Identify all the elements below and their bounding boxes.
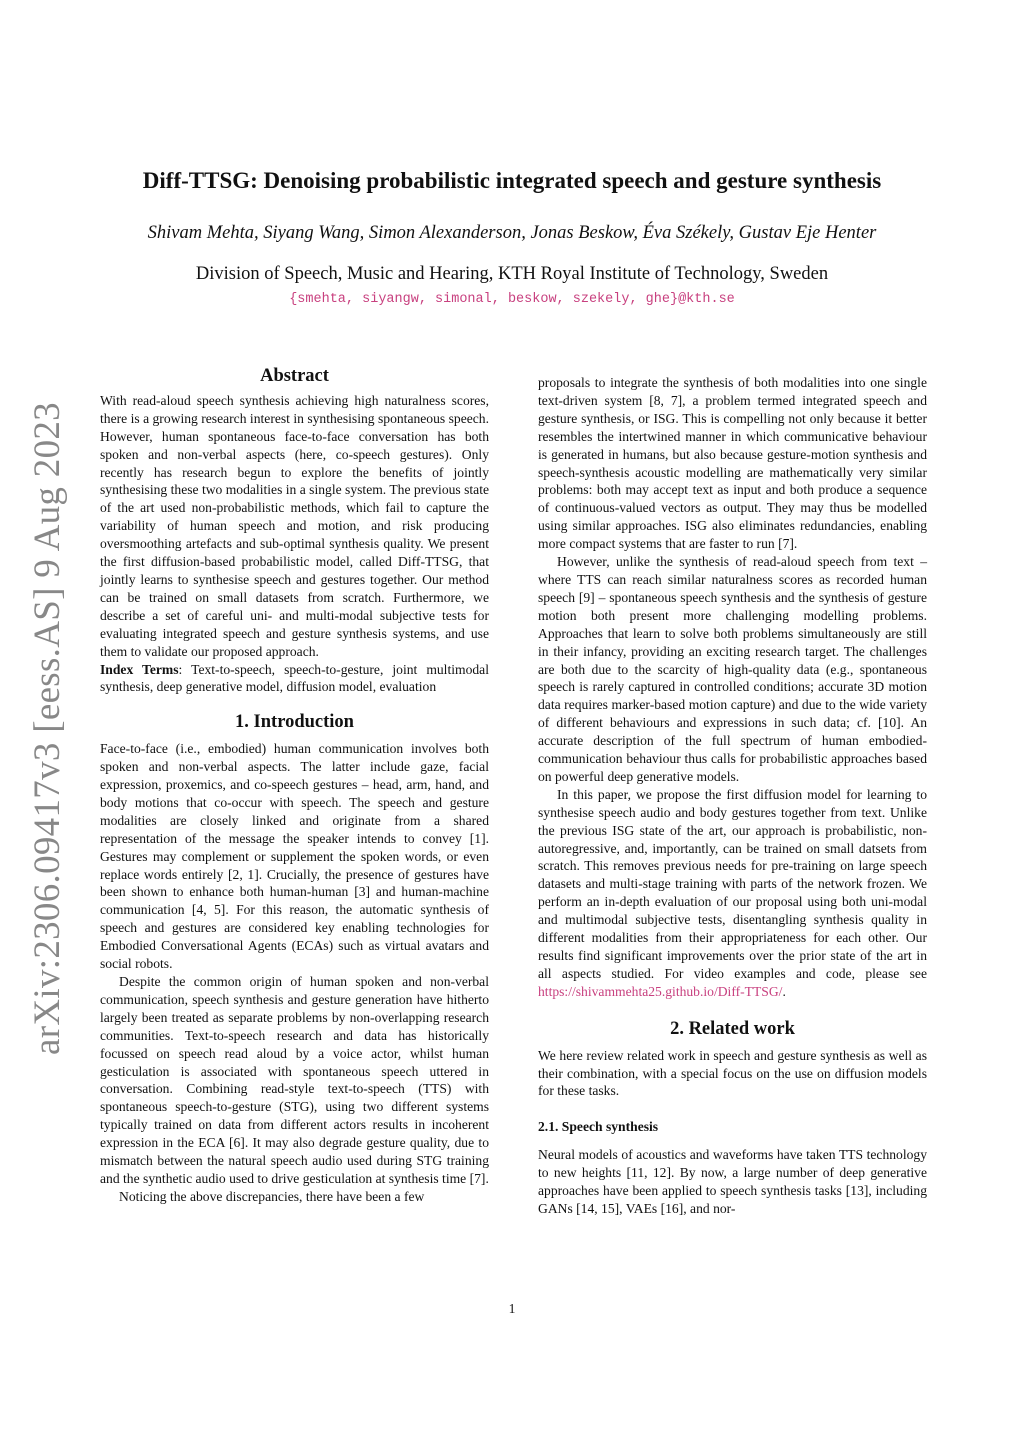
intro-paragraph: Face-to-face (i.e., embodied) human communication involves both spoken and non-verbal aspects. The latter include gaze, facial expression, proxemics, and co-speech gestures – head, arm, hand, and body motions that co-occur with speech. The speech and gesture modalities are closely linked and originate from a shared representation of the message the speaker intends to convey [1]. Gestures may complement or supplement the spoken words, or even replace words entirely [2, 1]. Crucially, the presence of gestures have been shown to enhance both human-human [3] and human-machine communication [4, 5]. For this reason, the automatic synthesis of speech and gestures are considered key enabling technologies for Embodied Conversational Agents (ECAs) such as virtual avatars and social robots. <box>100 741 489 972</box>
page-number: 1 <box>508 1301 516 1316</box>
abstract-heading: Abstract <box>260 366 329 386</box>
intro-paragraph: Despite the common origin of human spoken and non-verbal communication, speech synthesis and gesture generation have hitherto largely been treated as separate problems by non-overlapping research communities. Text-to-speech research and data has historically focussed on speech read aloud by a voice actor, whilst human gesticulation is associated with spontaneous speech uttered in conversation. Combining read-style text-to-speech (TTS) with spontaneous speech-to-gesture (STG), using two different systems typically trained on data from different actors results in incoherent expression in the ECA [6]. It may also degrade gesture quality, due to mismatch between the natural speech audio used during STG training and the synthetic audio used to drive gesticulation at synthesis time [7]. <box>100 974 489 1186</box>
intro-paragraph: However, unlike the synthesis of read-aloud speech from text – where TTS can reach similar naturalness scores as recorded human speech [9] – spontaneous speech synthesis and the synthesis of gesture motion both present more challenging modelling problems. Approaches that learn to solve both problems simultaneously are still in their infancy, providing an exciting research target. The challenges are both due to the scarcity of high-quality data (e.g., spontaneous speech is rarely captured in controlled conditions; accurate 3D motion data requires marker-based motion capture) and due to the wide variety of different behaviours and expressions in such data; cf. [10]. An accurate description of the full spectrum of human embodied-communication behaviour thus calls for probabilistic approaches based on powerful deep generative models. <box>538 554 927 784</box>
index-terms <box>100 661 489 697</box>
left-column <box>100 368 489 1206</box>
speech-synthesis-text: Neural models of acoustics and waveforms have taken TTS technology to new heights [11, 12]. By now, a large number of deep generative approaches have been applied to speech synthesis tasks [13], including GANs [14, 15], VAEs [16], and nor- <box>538 1147 927 1216</box>
arxiv-identifier-stamp: arXiv:2306.09417v3 [eess.AS] 9 Aug 2023 <box>27 402 68 1055</box>
affiliation: Division of Speech, Music and Hearing, KTH Royal Institute of Technology, Sweden <box>195 264 829 284</box>
intro-paragraph: Noticing the above discrepancies, there have been a few <box>119 1188 425 1204</box>
project-page-link[interactable]: https://shivammehta25.github.io/Diff-TTSG/ <box>538 983 783 999</box>
author-list: Shivam Mehta, Siyang Wang, Simon Alexanderson, Jonas Beskow, Éva Székely, Gustav Eje Henter <box>147 223 877 243</box>
introduction-heading: 1. Introduction <box>235 712 354 733</box>
intro-paragraph: In this paper, we propose the first diffusion model for learning to synthesise speech audio and body gestures together from text. Unlike the previous ISG state of the art, our approach is probabilistic, non-autoregressive, and, importantly, can be trained on small datsets from scratch. This removes previous needs for pre-training on large speech datasets and multi-stage training with parts of the network frozen. We perform an in-depth evaluation of our proposal using both uni-modal and multimodal subjective tests, disentangling synthesis quality in different modalities from their appropriateness for each other. Our results find significant improvements over the prior state of the art in all aspects studied. For video examples and code, please see https://shivammehta25.github.io/Diff-TTSG/. <box>538 786 927 999</box>
paper-title: Diff-TTSG: Denoising probabilistic integrated speech and gesture synthesis <box>142 168 882 193</box>
related-work-intro: We here review related work in speech and gesture synthesis as well as their combination, with a special focus on the use on diffusion models for these tasks. <box>538 1047 927 1099</box>
speech-synthesis-heading: 2.1. Speech synthesis <box>538 1119 659 1135</box>
right-column <box>538 374 927 1218</box>
related-work-heading: 2. Related work <box>670 1018 795 1039</box>
index-terms-label: Index Terms <box>100 661 179 677</box>
abstract-text: With read-aloud speech synthesis achieving high naturalness scores, there is a growing research interest in synthesising spontaneous speech. However, human spontaneous face-to-face conversation has both spoken and non-verbal aspects (here, co-speech gestures). Only recently has research begun to explore the benefits of jointly synthesising these two modalities in a single system. The previous state of the art used non-probabilistic methods, which fail to capture the variability of human speech and motion, and risk producing oversmoothing artefacts and sub-optimal synthesis quality. We present the first diffusion-based probabilistic model, called Diff-TTSG, that jointly learns to synthesise speech and gestures together. Our method can be trained on small datasets from scratch. Furthermore, we describe a set of careful uni- and multi-modal subjective tests for evaluating integrated speech and gesture synthesis systems, and use them to validate our proposed approach. <box>100 392 490 659</box>
index-terms-text: : Text-to-speech, speech-to-gesture, joint multimodal synthesis, deep generative model, diffusion model, evaluation <box>100 661 489 695</box>
intro-paragraph-text: In this paper, we propose the first diffusion model for learning to synthesise speech audio and body gestures together from text. Unlike the previous ISG state of the art, our approach is probabilistic, non-autoregressive, and, importantly, can be trained on small datsets from scratch. This removes previous needs for pre-training on large speech datasets and multi-stage training with parts of the network frozen. We perform an in-depth evaluation of our proposal using both uni-modal and multimodal subjective tests, disentangling synthesis quality in different modalities from their appropriateness for each other. Our results find significant improvements over the prior state of the art in all aspects studied. For video examples and code, please see <box>538 786 927 981</box>
author-emails[interactable]: {smehta, siyangw, simonal, beskow, szekely, ghe}@kth.se <box>289 292 735 307</box>
intro-paragraph: proposals to integrate the synthesis of both modalities into one single text-driven system [8, 7], a problem termed integrated speech and gesture synthesis, or ISG. This is compelling not only because it better resembles the intertwined manner in which communicative behaviour is generated in humans, but also because gesture-motion synthesis and speech-synthesis acoustic modelling are mathematically very similar problems: both may accept text as input and both produce a sequence of continuous-valued vectors as output. They may thus be modelled using similar approaches. ISG also eliminates redundancies, enabling more compact systems that are faster to run [7]. <box>538 375 927 552</box>
